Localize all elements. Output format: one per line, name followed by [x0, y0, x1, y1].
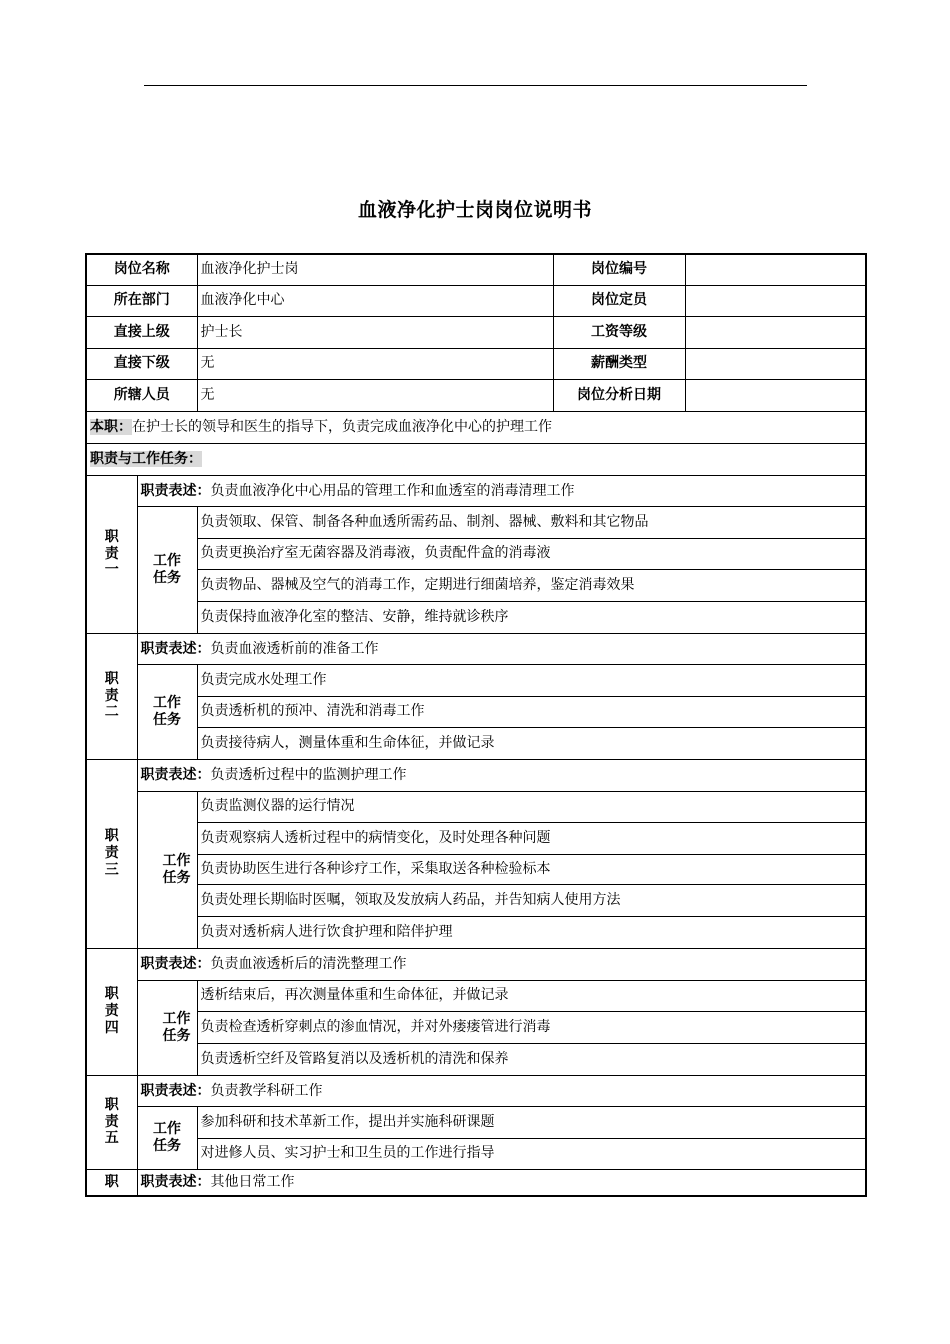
task-row: [86, 1106, 866, 1138]
info-row: [86, 316, 866, 348]
duty-label-char: 职: [104, 828, 119, 845]
info-label: 直接下级: [86, 348, 197, 379]
task-item: 负责观察病人透析过程中的病情变化，及时处理各种问题: [197, 822, 866, 854]
statement-label: 职责表述：: [140, 481, 211, 498]
info-value: 血液净化中心: [197, 285, 553, 316]
statement-text: 负责教学科研工作: [210, 1082, 323, 1099]
duty-label-char: 职: [104, 1096, 119, 1113]
work-task-label-text: 任务: [153, 569, 181, 586]
task-item: 负责领取、保管、制备各种血透所需药品、制剂、器械、敷料和其它物品: [197, 506, 866, 538]
task-row: [86, 506, 866, 538]
duty-statement-row: [86, 1169, 866, 1196]
duty-statement-row: [86, 475, 866, 506]
statement-text: 负责血液透析后的清洗整理工作: [210, 956, 407, 973]
info-value: [685, 348, 866, 379]
document-title: 血液净化护士岗岗位说明书: [357, 199, 592, 221]
info-label: 直接上级: [86, 316, 197, 348]
duty-statement-row: [86, 948, 866, 980]
task-item: 负责物品、器械及空气的消毒工作，定期进行细菌培养，鉴定消毒效果: [197, 569, 866, 601]
work-task-label: [137, 506, 197, 633]
summary-label: 本职：: [90, 418, 132, 435]
work-task-label-text: 任务: [162, 869, 191, 886]
info-value: 无: [197, 379, 553, 411]
duty-label-char: 五: [104, 1130, 119, 1147]
duties-header-cell: [86, 443, 866, 475]
info-label: 岗位定员: [553, 285, 685, 316]
work-task-label-text: 任务: [153, 1137, 181, 1154]
work-task-label: [137, 791, 197, 948]
task-item: 负责对透析病人进行饮食护理和陪伴护理: [197, 916, 866, 948]
task-item: 负责接待病人，测量体重和生命体征，并做记录: [197, 727, 866, 759]
task-item: 负责更换治疗室无菌容器及消毒液，负责配件盒的消毒液: [197, 538, 866, 569]
summary-cell: [86, 411, 866, 443]
work-task-label-text: 工作: [162, 852, 191, 869]
task-item: 参加科研和技术革新工作，提出并实施科研课题: [197, 1106, 866, 1138]
task-item: 负责保持血液净化室的整洁、安静，维持就诊秩序: [197, 601, 866, 633]
duty-label-char: 三: [104, 861, 119, 878]
task-row: [86, 1138, 866, 1169]
info-label: 所在部门: [86, 285, 197, 316]
duty-label-char: 职: [104, 986, 119, 1003]
task-row: [86, 664, 866, 696]
duty-statement-row: [86, 633, 866, 664]
task-row: [86, 538, 866, 569]
statement-label: 职责表述：: [140, 955, 211, 972]
info-value: [685, 316, 866, 348]
duty-statement: [137, 1169, 866, 1196]
duty-label-char: 职: [104, 528, 119, 545]
duty-label: [86, 1075, 137, 1169]
info-value: 血液净化护士岗: [197, 254, 553, 285]
duty-label-char: 责: [104, 687, 119, 704]
duty-label-char: 责: [104, 1003, 119, 1020]
duty-label-char: 责: [104, 845, 119, 862]
task-row: [86, 601, 866, 633]
info-row: [86, 254, 866, 285]
duties-header: 职责与工作任务：: [90, 450, 202, 467]
duty-label: [86, 633, 137, 759]
task-item: 负责处理长期临时医嘱，领取及发放病人药品，并告知病人使用方法: [197, 884, 866, 916]
work-task-label-text: 任务: [162, 1027, 191, 1044]
duty-label: [86, 759, 137, 948]
work-task-label-text: 任务: [153, 711, 181, 728]
info-value: 护士长: [197, 316, 553, 348]
duty-label-char: 责: [104, 1113, 119, 1130]
info-label: 工资等级: [553, 316, 685, 348]
task-row: [86, 916, 866, 948]
task-row: [86, 1011, 866, 1043]
header-rule: [144, 85, 807, 86]
statement-label: 职责表述：: [140, 639, 211, 656]
info-label: 岗位分析日期: [553, 379, 685, 411]
task-row: [86, 569, 866, 601]
work-task-label-text: 工作: [153, 552, 181, 569]
duty-statement: [137, 633, 866, 664]
statement-label: 职责表述：: [140, 1081, 211, 1098]
work-task-label-text: 工作: [162, 1010, 191, 1027]
info-value: [685, 379, 866, 411]
info-label: 所辖人员: [86, 379, 197, 411]
task-row: [86, 727, 866, 759]
duty-statement-row: [86, 1075, 866, 1106]
info-value: [685, 285, 866, 316]
duty-label-char: 一: [104, 562, 119, 579]
statement-text: 其他日常工作: [210, 1174, 295, 1191]
info-row: [86, 285, 866, 316]
task-row: [86, 822, 866, 854]
task-item: 透析结束后，再次测量体重和生命体征，并做记录: [197, 980, 866, 1011]
info-row: [86, 379, 866, 411]
duty-statement: [137, 759, 866, 791]
duty-label: [86, 948, 137, 1075]
duty-label-char: 四: [104, 1019, 119, 1036]
info-row: [86, 348, 866, 379]
task-row: [86, 884, 866, 916]
duty-label-char: 责: [104, 545, 119, 562]
task-row: [86, 791, 866, 822]
task-item: 负责完成水处理工作: [197, 664, 866, 696]
job-description-table: [85, 253, 867, 1197]
duty-statement: [137, 948, 866, 980]
task-row: [86, 980, 866, 1011]
work-task-label: [137, 980, 197, 1075]
summary-row: [86, 411, 866, 443]
info-value: [685, 254, 866, 285]
duty-label-char: 职: [104, 1173, 119, 1190]
task-row: [86, 696, 866, 727]
info-label: 岗位编号: [553, 254, 685, 285]
work-task-label-text: 工作: [153, 1120, 181, 1137]
task-item: 负责监测仪器的运行情况: [197, 791, 866, 822]
statement-text: 负责透析过程中的监测护理工作: [210, 767, 407, 784]
work-task-label-text: 工作: [153, 694, 181, 711]
task-item: 负责透析空纤及管路复消以及透析机的清洗和保养: [197, 1043, 866, 1075]
work-task-label: [137, 1106, 197, 1169]
duty-label-char: 二: [104, 704, 119, 721]
task-item: 负责协助医生进行各种诊疗工作，采集取送各种检验标本: [197, 854, 866, 884]
task-item: 负责检查透析穿刺点的渗血情况，并对外瘘瘘管进行消毒: [197, 1011, 866, 1043]
duty-statement: [137, 475, 866, 506]
duty-label: [86, 1169, 137, 1196]
task-row: [86, 1043, 866, 1075]
task-row: [86, 854, 866, 884]
duty-label-char: 职: [104, 670, 119, 687]
info-label: 岗位名称: [86, 254, 197, 285]
info-label: 薪酬类型: [553, 348, 685, 379]
duty-label: [86, 475, 137, 633]
duty-statement-row: [86, 759, 866, 791]
summary-text: 在护士长的领导和医生的指导下，负责完成血液净化中心的护理工作: [132, 418, 552, 435]
duties-header-row: [86, 443, 866, 475]
task-item: 负责透析机的预冲、清洗和消毒工作: [197, 696, 866, 727]
task-item: 对进修人员、实习护士和卫生员的工作进行指导: [197, 1138, 866, 1169]
duty-statement: [137, 1075, 866, 1106]
work-task-label: [137, 664, 197, 759]
info-value: 无: [197, 348, 553, 379]
statement-label: 职责表述：: [140, 1173, 211, 1190]
statement-text: 负责血液净化中心用品的管理工作和血透室的消毒清理工作: [210, 482, 575, 499]
statement-label: 职责表述：: [140, 766, 211, 783]
statement-text: 负责血液透析前的准备工作: [210, 640, 379, 657]
